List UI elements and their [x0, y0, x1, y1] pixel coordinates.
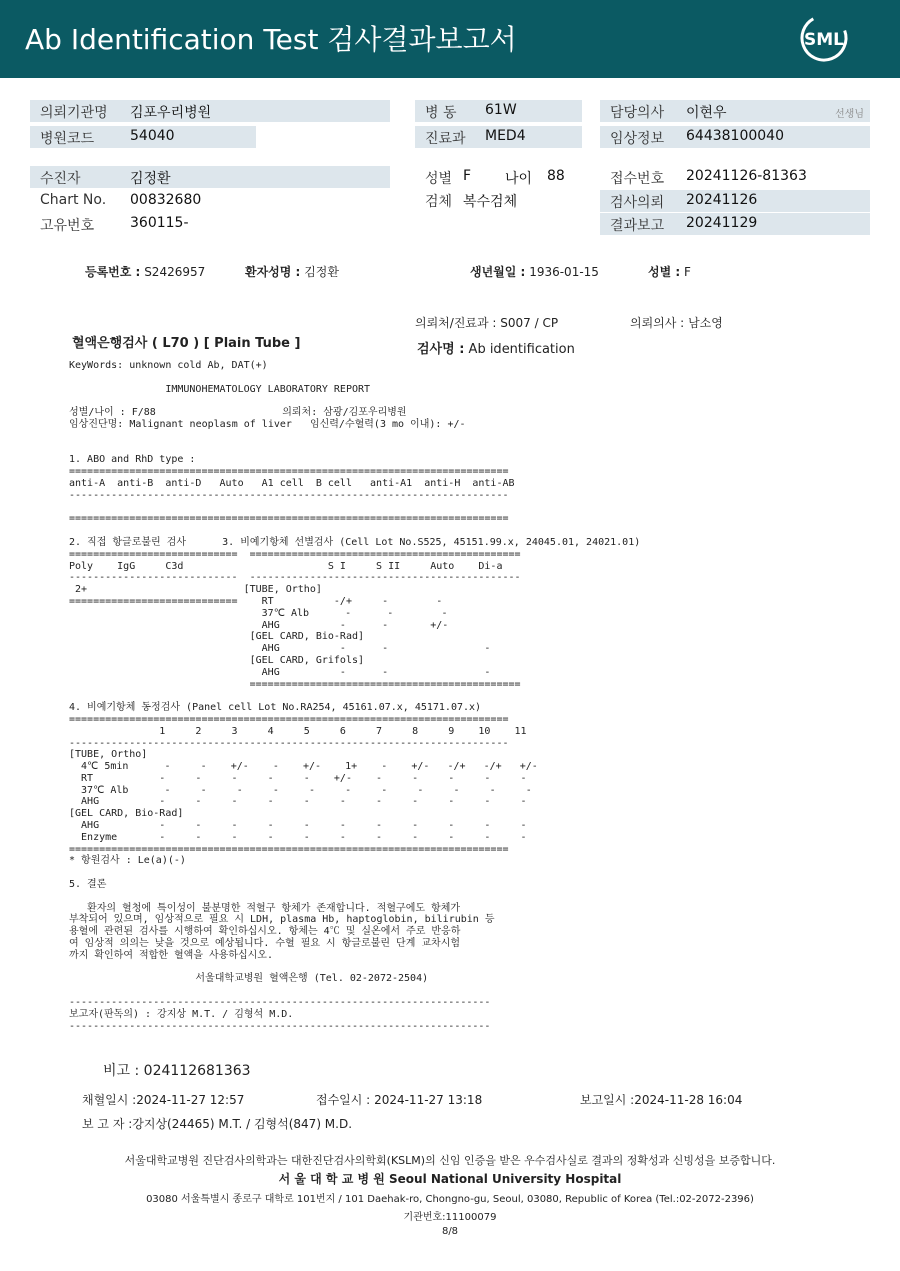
report-time: 보고일시 :2024-11-28 16:04: [580, 1093, 743, 1107]
dept-field: 진료과 MED4: [415, 126, 582, 148]
sex-age-field: 성별 F 나이 88: [425, 168, 565, 187]
birth-date: 생년월일 : 1936-01-15: [470, 265, 599, 279]
page-number: 8/8: [441, 1226, 459, 1237]
sml-logo-icon: [798, 12, 850, 64]
referrer: 의뢰처/진료과 : S007 / CP: [415, 316, 559, 330]
reporter: 보 고 자 :강지상(24465) M.T. / 김형석(847) M.D.: [82, 1117, 353, 1131]
test-title: 혈액은행검사 ( L70 ) [ Plain Tube ]: [72, 336, 301, 351]
doctor-field: 담당의사 이현우 선생님: [600, 100, 870, 122]
specimen-field: 검체 복수검체: [425, 194, 518, 210]
patient-name: 환자성명 : 김정환: [245, 265, 339, 279]
institution-number: 기관번호:11100079: [403, 1212, 497, 1223]
patient-field: 수진자 김정환: [30, 166, 390, 188]
certification-text: 서울대학교병원 진단검사의학과는 대한진단검사의학회(KSLM)의 신임 인증을 받은 우수검사실로 결과의 정확성과 신빙성을 보증합니다.: [124, 1154, 776, 1167]
code-field: 병원코드 54040: [30, 126, 256, 148]
registration-number: 등록번호 : S2426957: [85, 265, 206, 279]
hospital-name: 서 울 대 학 교 병 원 Seoul National University Hospital: [278, 1172, 622, 1186]
report-header: [0, 0, 900, 78]
collection-time: 채혈일시 :2024-11-27 12:57: [82, 1093, 245, 1107]
report-title: Ab Identification Test 검사결과보고서: [25, 23, 517, 56]
receipt-time: 접수일시 : 2024-11-27 13:18: [316, 1093, 483, 1107]
svg-text:SML: SML: [804, 30, 844, 50]
org-field: 의뢰기관명 김포우리병원: [30, 100, 390, 122]
unique-id-field: 고유번호 360115-: [40, 215, 189, 234]
clinical-field: 임상정보 64438100040: [600, 126, 870, 148]
test-name: 검사명 : Ab identification: [417, 342, 575, 357]
hospital-address: 03080 서울특별시 종로구 대학로 101번지 / 101 Daehak-ro, Chongno-gu, Seoul, 03080, Republic of Korea (Tel.:02-2072-2396): [146, 1194, 754, 1205]
chart-field: Chart No. 00832680: [40, 192, 202, 208]
result-date-field: 결과보고 20241129: [600, 213, 870, 235]
summary-sex: 성별 : F: [648, 265, 691, 279]
requesting-doctor: 의뢰의사 : 남소영: [630, 316, 723, 330]
remark: 비고 : 024112681363: [103, 1063, 251, 1079]
accession-field: 접수번호 20241126-81363: [610, 168, 807, 187]
lab-report-text: KeyWords: unknown cold Ab, DAT(+) IMMUNOHEMATOLOGY LABORATORY REPORT 성별/나이 : F/88 의뢰처: 삼광/김포우리병원 임상진단명: Malignant neoplasm of liver 임신력/수혈력(3 mo 이내): +/- 1. ABO and RhD type : ========================================================================= anti-A anti-B anti-D Auto A1 cell B cell anti-A1 anti-H anti-AB ------------------------------------------------------------------------- ========================================================================= 2. 직접 항글로불린 검사 3. 비예기항체 선별검사 (Cell Lot No.S525, 45151.99.x, 24045.01, 24021.01) ============================ ============================================= Poly IgG C3d S I S II Auto Di-a ---------------------------- --------------------------------------------- 2+ [TUBE, Ortho] ============================ RT -/+ - - 37℃ Alb - - - AHG - - +/- [GEL CARD, Bio-Rad] AHG - - - [GEL CARD, Grifols] AHG - - - ============================================= 4. 비예기항체 동정검사 (Panel cell Lot No.RA254, 45161.07.x, 45171.07.x) ========================================================================= 1 2 3 4 5 6 7 8 9 10 11 ------------------------------------------------------------------------- [TUBE, Ortho] 4℃ 5min - - +/- - +/- 1+ - +/- -/+ -/+ +/- RT - - - - - +/- - - - - - 37℃ Alb - - - - - - - - - - - AHG - - - - - - - - - - - [GEL CARD, Bio-Rad] AHG - - - - - - - - - - - Enzyme - - - - - - - - - - - ========================================================================= * 항원검사 : Le(a)(-) 5. 결론 환자의 혈청에 특이성이 불분명한 적혈구 항체가 존재합니다. 적혈구에도 항체가 부착되어 있으며, 임상적으로 필요 시 LDH, plasma Hb, haptoglobin, bilirubin 등 용혈에 관련된 검사를 시행하여 확인하십시오. 항체는 4℃ 및 실온에서 주로 반응하 여 임상적 의의는 낮을 것으로 예상됩니다. 수혈 필요 시 항글로불린 단계 교차시험 까지 확인하여 적합한 혈액을 사용하십시오. 서울대학교병원 혈액은행 (Tel. 02-2072-2504) ---------------------------------------------------------------------- 보고자(판독의) : 강지상 M.T. / 김형석 M.D. ----------------------------------------------------------------------: [69, 360, 641, 1032]
ward-field: 병 동 61W: [415, 100, 582, 122]
request-date-field: 검사의뢰 20241126: [600, 190, 870, 212]
